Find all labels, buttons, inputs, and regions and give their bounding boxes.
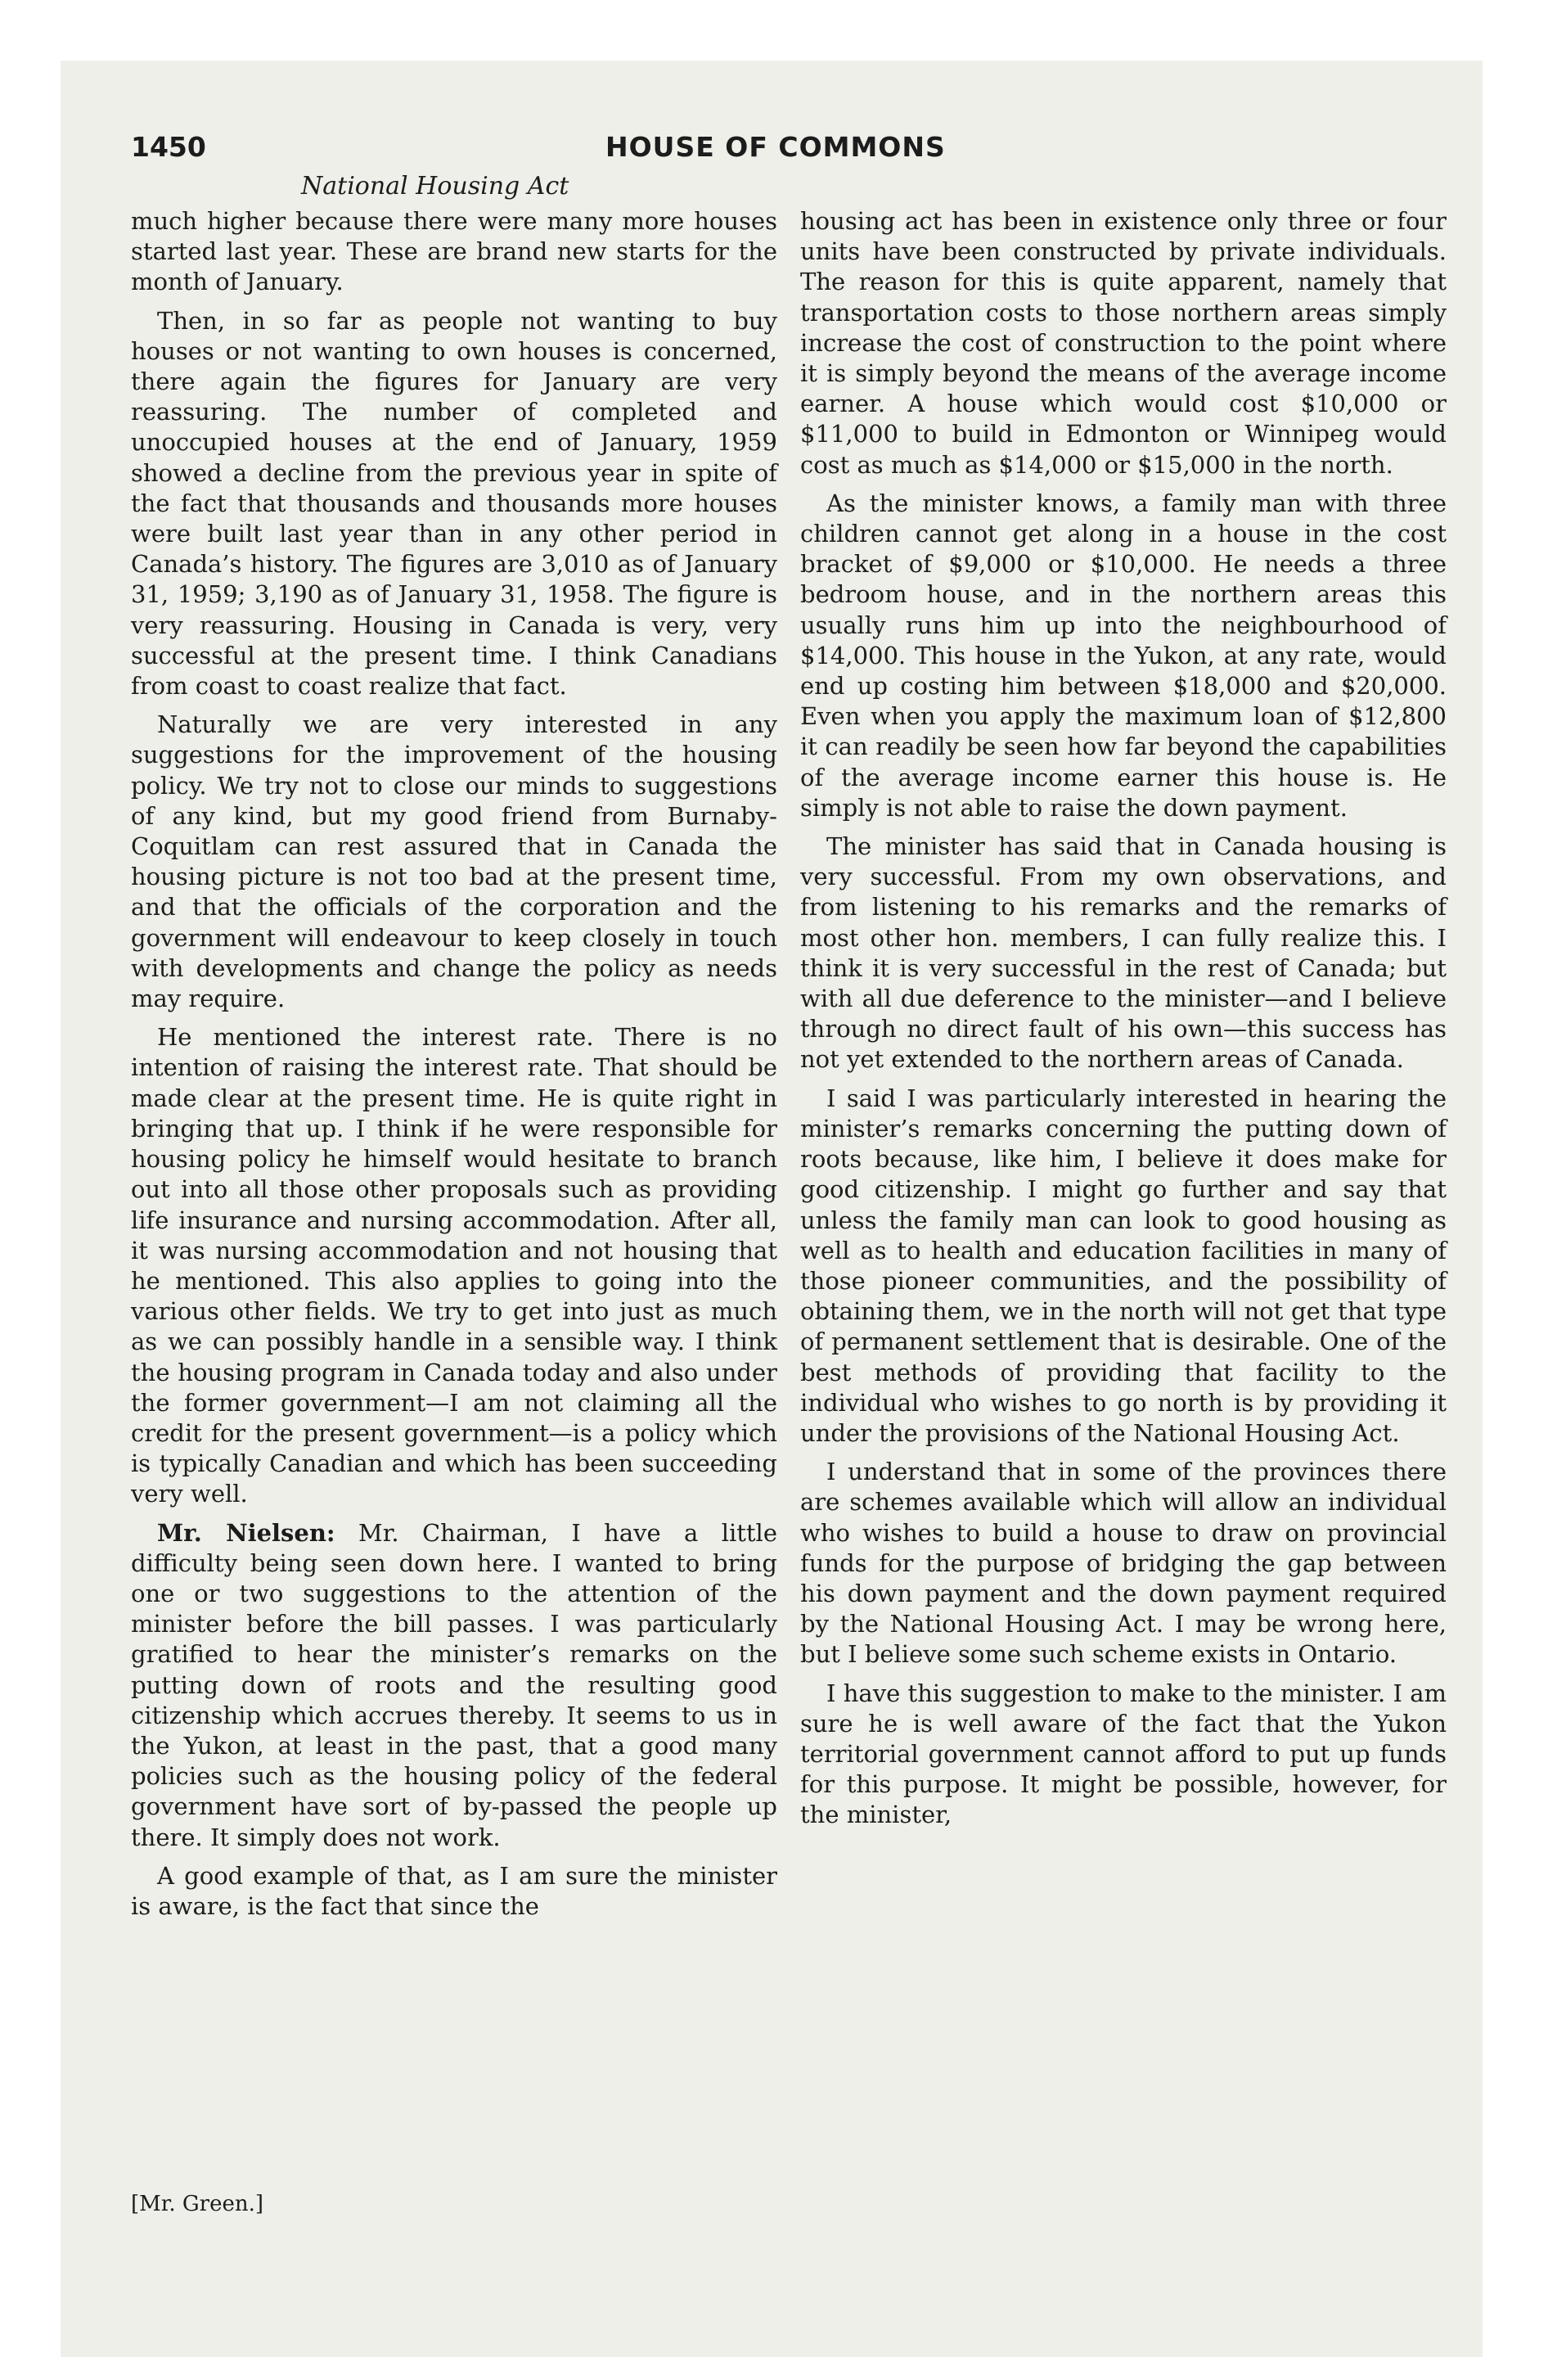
- paragraph: housing act has been in existence only three or four units have been constructed by private individuals. The reason for this is quite apparent, namely that transportation costs to those northern areas simply increase the cost of construction to the point where it is simply beyond the means of the average income earner. A house which would cost $10,000 or $11,000 to build in Edmonton or Winnipeg would cost as much as $14,000 or $15,000 in the north.: [800, 207, 1447, 479]
- paragraph: I have this suggestion to make to the minister. I am sure he is well aware of the fact that the Yukon territorial government cannot afford to put up funds for this purpose. It might be possible, however, for the minister,: [800, 1679, 1447, 1829]
- speech-text: Mr. Chairman, I have a little difficulty being seen down here. I wanted to bring one or two suggestions to the attention of the minister before the bill passes. I was particularly gratified to hear the minister’s remarks on the putting down of roots and the resulting good citizenship which accrues thereby. It seems to us in the Yukon, at least in the past, that a good many policies such as the housing policy of the federal government have sort of by-passed the people up there. It simply does not work.: [131, 1518, 777, 1851]
- paragraph: much higher because there were many more houses started last year. These are brand new starts for the month of January.: [131, 207, 777, 296]
- paragraph: I said I was particularly interested in hearing the minister’s remarks concerning the putting down of roots because, like him, I believe it does make for good citizenship. I might go further and say that unless the family man can look to good housing as well as to health and education facilities in many of those pioneer communities, and the possibility of obtaining them, we in the north will not get that type of permanent settlement that is desirable. One of the best methods of providing that facility to the individual who wishes to go north is by providing it under the provisions of the National Housing Act.: [800, 1084, 1447, 1447]
- page-header-title: HOUSE OF COMMONS: [605, 131, 946, 163]
- footer-attribution: [Mr. Green.]: [131, 2192, 263, 2216]
- paragraph: I understand that in some of the provinces there are schemes available which will allow an individual who wishes to build a house to draw on provincial funds for the purpose of bridging the gap between his down payment and the down payment required by the National Housing Act. I may be wrong here, but I believe some such scheme exists in Ontario.: [800, 1458, 1447, 1669]
- paragraph: As the minister knows, a family man with three children cannot get along in a house in the cost bracket of $9,000 or $10,000. He needs a three bedroom house, and in the northern areas this usually runs him up into the neighbourhood of $14,000. This house in the Yukon, at any rate, would end up costing him between $18,000 and $20,000. Even when you apply the maximum loan of $12,800 it can readily be seen how far beyond the capabilities of the average income earner this house is. He simply is not able to raise the down payment.: [800, 489, 1447, 822]
- paragraph: The minister has said that in Canada housing is very successful. From my own observations, and from listening to his remarks and the remarks of most other hon. members, I can fully realize this. I think it is very successful in the rest of Canada; but with all due deference to the minister—and I believe through no direct fault of his own—this success has not yet extended to the northern areas of Canada.: [800, 832, 1447, 1074]
- left-column: [131, 206, 777, 1930]
- paragraph: He mentioned the interest rate. There is no intention of raising the interest rate. That should be made clear at the present time. He is quite right in bringing that up. I think if he were responsible for housing policy he himself would hesitate to branch out into all those other proposals such as providing life insurance and nursing accommodation. After all, it was nursing accommodation and not housing that he mentioned. This also applies to going into the various other fields. We try to get into just as much as we can possibly handle in a sensible way. I think the housing program in Canada today and also under the former government—I am not claiming all the credit for the present government—is a policy which is typically Canadian and which has been succeeding very well.: [131, 1023, 777, 1508]
- paragraph: Then, in so far as people not wanting to buy houses or not wanting to own houses is concerned, there again the figures for January are very reassuring. The number of completed and unoccupied houses at the end of January, 1959 showed a decline from the previous year in spite of the fact that thousands and thousands more houses were built last year than in any other period in Canada’s history. The figures are 3,010 as of January 31, 1959; 3,190 as of January 31, 1958. The figure is very reassuring. Housing in Canada is very, very successful at the present time. I think Canadians from coast to coast realize that fact.: [131, 306, 777, 701]
- right-column: [800, 206, 1447, 1839]
- page-number: 1450: [131, 131, 206, 163]
- section-title: National Housing Act: [301, 172, 569, 201]
- paragraph: A good example of that, as I am sure the minister is aware, is the fact that since the: [131, 1861, 777, 1920]
- speaker-paragraph: [131, 1518, 777, 1853]
- paragraph: Naturally we are very interested in any suggestions for the improvement of the housing policy. We try not to close our minds to suggestions of any kind, but my good friend from Burnaby-Coquitlam can rest assured that in Canada the housing picture is not too bad at the present time, and that the officials of the corporation and the government will endeavour to keep closely in touch with developments and change the policy as needs may require.: [131, 710, 777, 1013]
- speaker-name: Mr. Nielsen:: [157, 1518, 335, 1547]
